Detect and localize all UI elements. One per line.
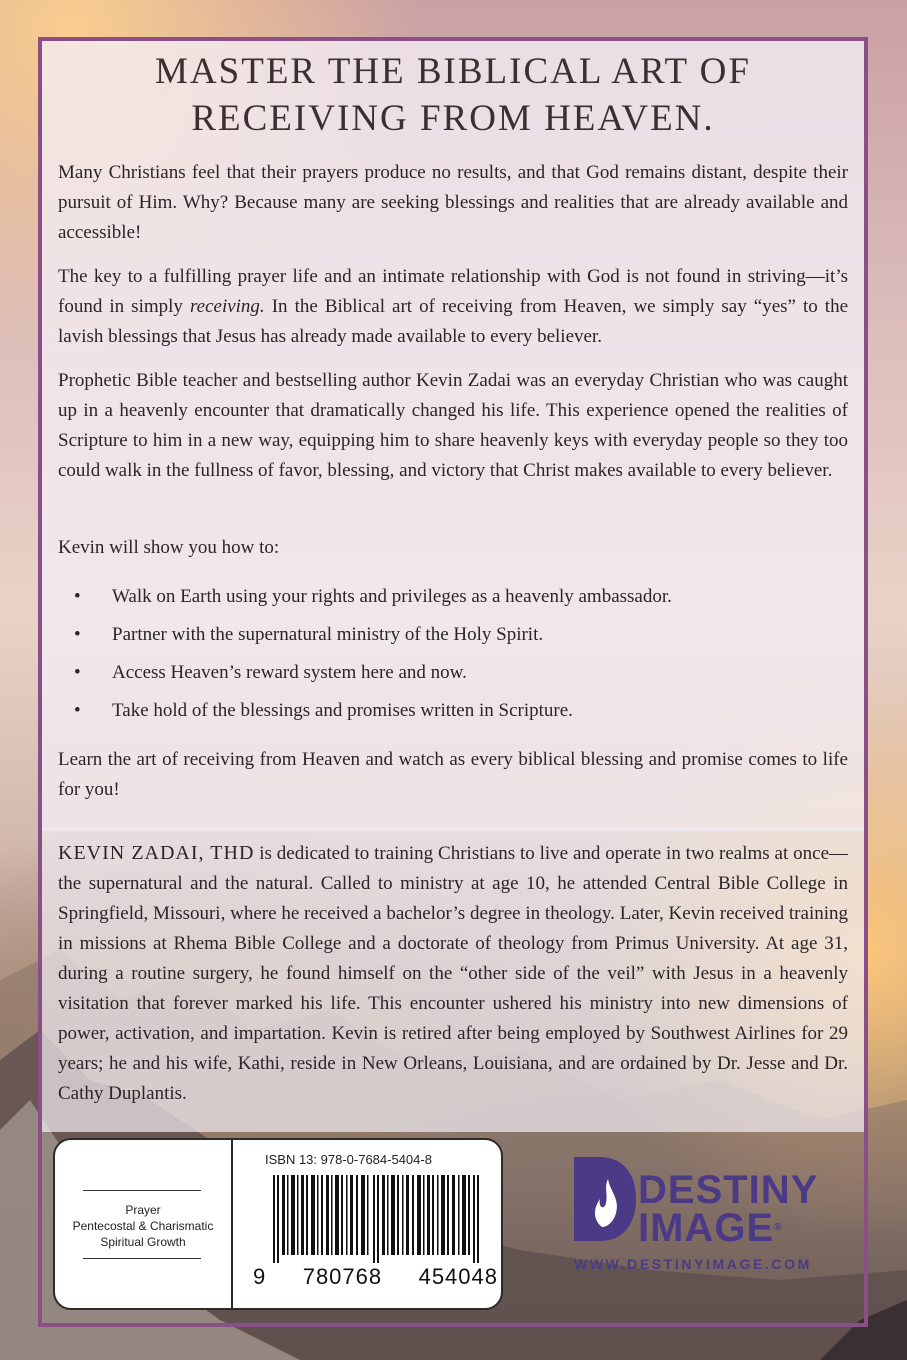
- headline: [42, 48, 864, 142]
- category-item: Spiritual Growth: [100, 1235, 186, 1249]
- barcode-digits: [253, 1264, 498, 1290]
- headline-line-2: RECEIVING FROM HEAVEN.: [191, 98, 715, 139]
- publisher-name-line-1: DESTINY: [638, 1168, 819, 1212]
- list-item: • Walk on Earth using your rights and privileges as a heavenly ambassador.: [58, 582, 848, 620]
- author-bio-text: is dedicated to training Christians to live and operate in two realms at once—the supernatural and the natural. Called to ministry at age 10, he attended Central Bible College in Springfield, Missouri, where he received a bachelor’s degree in theology. Later, Kevin received training in missions at Rhema Bible College and a doctorate of theology from Primus University. At age 31, during a routine surgery, he found himself on the “other side of the veil” with Jesus in a heavenly visitation that forever marked his life. This encounter ushered his ministry into new dimensions of power, activation, and impartation. Kevin is retired after being employed by Southwest Airlines for 29 years; he and his wife, Kathi, reside in New Orleans, Louisiana, and are ordained by Dr. Jesse and Dr. Cathy Duplantis.: [58, 843, 848, 1104]
- author-name: KEVIN ZADAI, THD: [58, 842, 255, 864]
- bullet-icon: •: [74, 586, 81, 607]
- category-item: Pentecostal & Charismatic: [72, 1219, 214, 1233]
- key-paragraph: [58, 262, 848, 352]
- intro-paragraph: Many Christians feel that their prayers produce no results, and that God remains distant, despite their pursuit of Him. Why? Because many are seeking blessings and realities that are already available and accessible!: [58, 162, 848, 243]
- publisher-name-line-2: IMAGE®: [638, 1206, 783, 1250]
- author-bio: [58, 838, 848, 1109]
- list-item: • Access Heaven’s reward system here and now.: [58, 658, 848, 696]
- category-item: Prayer: [125, 1203, 161, 1217]
- barcode-digit-group: 9: [253, 1264, 267, 1289]
- bullet-icon: •: [74, 624, 81, 645]
- barcode-digit-group: 454048: [418, 1264, 498, 1289]
- category-rule-top: [83, 1190, 201, 1191]
- author-paragraph: Prophetic Bible teacher and bestselling author Kevin Zadai was an everyday Christian who was caught up in a heavenly encounter that dramatically changed his life. This experience opened the realities of Scripture to him in a new way, equipping him to share heavenly keys with everyday people so they too could walk in the fullness of favor, blessing, and victory that Christ makes available to every believer.: [58, 370, 848, 481]
- benefits-list: [58, 582, 848, 734]
- barcode: [273, 1175, 493, 1263]
- closing-paragraph: Learn the art of receiving from Heaven and watch as every biblical blessing and promise comes to life for you!: [58, 749, 848, 800]
- category-list: [55, 1202, 231, 1250]
- list-intro: Kevin will show you how to:: [58, 537, 280, 558]
- registered-mark: ®: [774, 1222, 783, 1233]
- destiny-image-logo-icon: [574, 1157, 636, 1241]
- isbn-label: ISBN 13: 978-0-7684-5404-8: [265, 1152, 432, 1167]
- headline-line-1: MASTER THE BIBLICAL ART OF: [155, 51, 751, 92]
- bullet-icon: •: [74, 662, 81, 683]
- list-item: • Take hold of the blessings and promises written in Scripture.: [58, 696, 848, 734]
- bullet-icon: •: [74, 700, 81, 721]
- category-box: [55, 1140, 233, 1308]
- key-paragraph-text-2: In the Biblical art of receiving from Heaven, we simply say “yes” to the lavish blessings that Jesus has already made available to every believer.: [58, 296, 849, 347]
- isbn-barcode-box: [53, 1138, 503, 1310]
- key-paragraph-emphasis: receiving.: [189, 296, 265, 317]
- list-item: • Partner with the supernatural ministry of the Holy Spirit.: [58, 620, 848, 658]
- category-rule-bottom: [83, 1258, 201, 1259]
- key-paragraph-text-1: The key to a fulfilling prayer life and an intimate relationship with God is not found in striving—it’s found in simply: [58, 266, 848, 317]
- publisher-url[interactable]: WWW.DESTINYIMAGE.COM: [574, 1256, 812, 1272]
- barcode-digit-group: 780768: [302, 1264, 383, 1289]
